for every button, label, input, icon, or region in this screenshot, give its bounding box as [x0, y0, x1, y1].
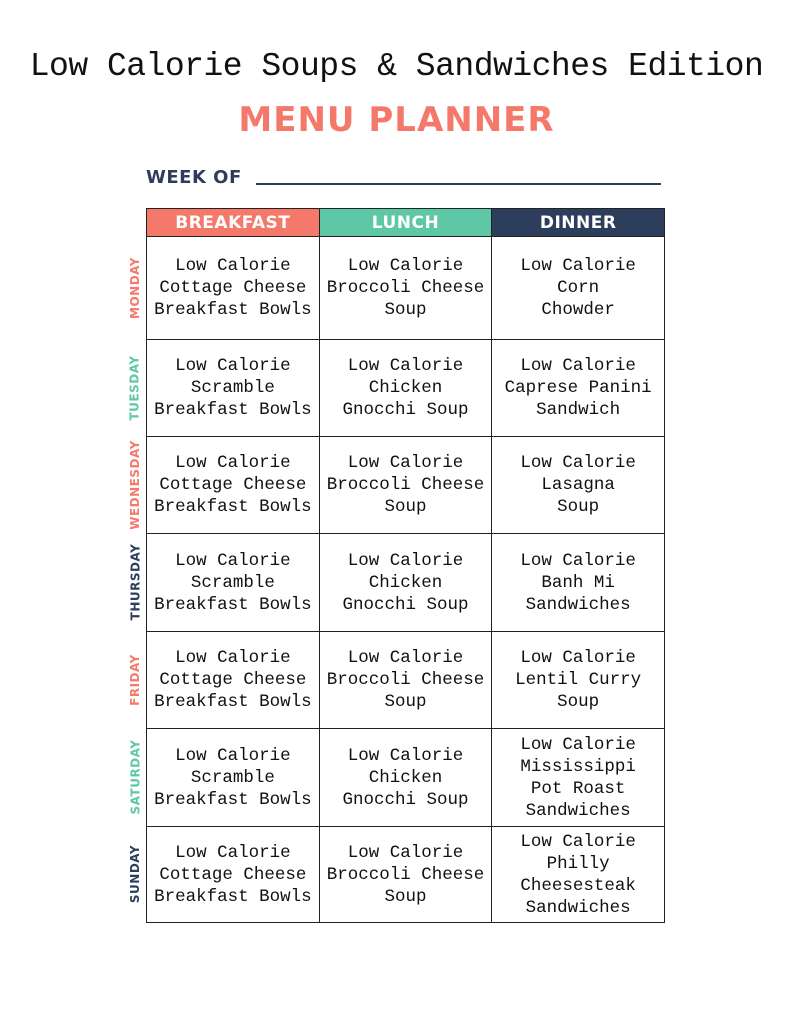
day-label-tuesday: TUESDAY	[128, 354, 142, 421]
day-label-thursday: THURSDAY	[128, 543, 142, 621]
monday-lunch-cell: Low Calorie Broccoli Cheese Soup	[319, 237, 492, 340]
column-header-breakfast: BREAKFAST	[147, 209, 320, 237]
page-title: Low Calorie Soups & Sandwiches Edition	[29, 48, 764, 85]
header-row	[147, 209, 665, 237]
column-header-dinner: DINNER	[492, 209, 665, 237]
day-row-thursday	[147, 534, 665, 632]
sunday-lunch-cell: Low Calorie Broccoli Cheese Soup	[319, 827, 492, 923]
menu-grid	[146, 208, 665, 923]
day-row-friday	[147, 632, 665, 729]
thursday-breakfast-cell: Low Calorie Scramble Breakfast Bowls	[147, 534, 320, 632]
day-label-friday: FRIDAY	[128, 653, 143, 706]
day-row-saturday	[147, 729, 665, 827]
friday-breakfast-cell: Low Calorie Cottage Cheese Breakfast Bowls	[147, 632, 320, 729]
day-label-wednesday: WEDNESDAY	[128, 439, 143, 530]
saturday-breakfast-cell: Low Calorie Scramble Breakfast Bowls	[147, 729, 320, 827]
wednesday-dinner-cell: Low Calorie Lasagna Soup	[492, 437, 665, 534]
day-row-sunday	[147, 827, 665, 923]
day-row-tuesday	[147, 340, 665, 437]
thursday-dinner-cell: Low Calorie Banh Mi Sandwiches	[492, 534, 665, 632]
column-header-lunch: LUNCH	[319, 209, 492, 237]
page-subtitle: MENU PLANNER	[238, 100, 555, 140]
day-label-monday: MONDAY	[128, 256, 143, 319]
wednesday-lunch-cell: Low Calorie Broccoli Cheese Soup	[319, 437, 492, 534]
week-of-field[interactable]	[256, 183, 661, 185]
day-label-saturday: SATURDAY	[128, 739, 142, 815]
friday-lunch-cell: Low Calorie Broccoli Cheese Soup	[319, 632, 492, 729]
saturday-lunch-cell: Low Calorie Chicken Gnocchi Soup	[319, 729, 492, 827]
monday-dinner-cell: Low Calorie Corn Chowder	[492, 237, 665, 340]
sunday-breakfast-cell: Low Calorie Cottage Cheese Breakfast Bowls	[147, 827, 320, 923]
wednesday-breakfast-cell: Low Calorie Cottage Cheese Breakfast Bowls	[147, 437, 320, 534]
day-row-wednesday	[147, 437, 665, 534]
week-of-label: WEEK OF	[146, 167, 242, 188]
thursday-lunch-cell: Low Calorie Chicken Gnocchi Soup	[319, 534, 492, 632]
sunday-dinner-cell: Low Calorie Philly Cheesesteak Sandwiches	[492, 827, 665, 923]
tuesday-lunch-cell: Low Calorie Chicken Gnocchi Soup	[319, 340, 492, 437]
monday-breakfast-cell: Low Calorie Cottage Cheese Breakfast Bowls	[147, 237, 320, 340]
saturday-dinner-cell: Low Calorie Mississippi Pot Roast Sandwiches	[492, 729, 665, 827]
tuesday-dinner-cell: Low Calorie Caprese Panini Sandwich	[492, 340, 665, 437]
tuesday-breakfast-cell: Low Calorie Scramble Breakfast Bowls	[147, 340, 320, 437]
day-label-sunday: SUNDAY	[128, 844, 142, 904]
day-row-monday	[147, 237, 665, 340]
friday-dinner-cell: Low Calorie Lentil Curry Soup	[492, 632, 665, 729]
